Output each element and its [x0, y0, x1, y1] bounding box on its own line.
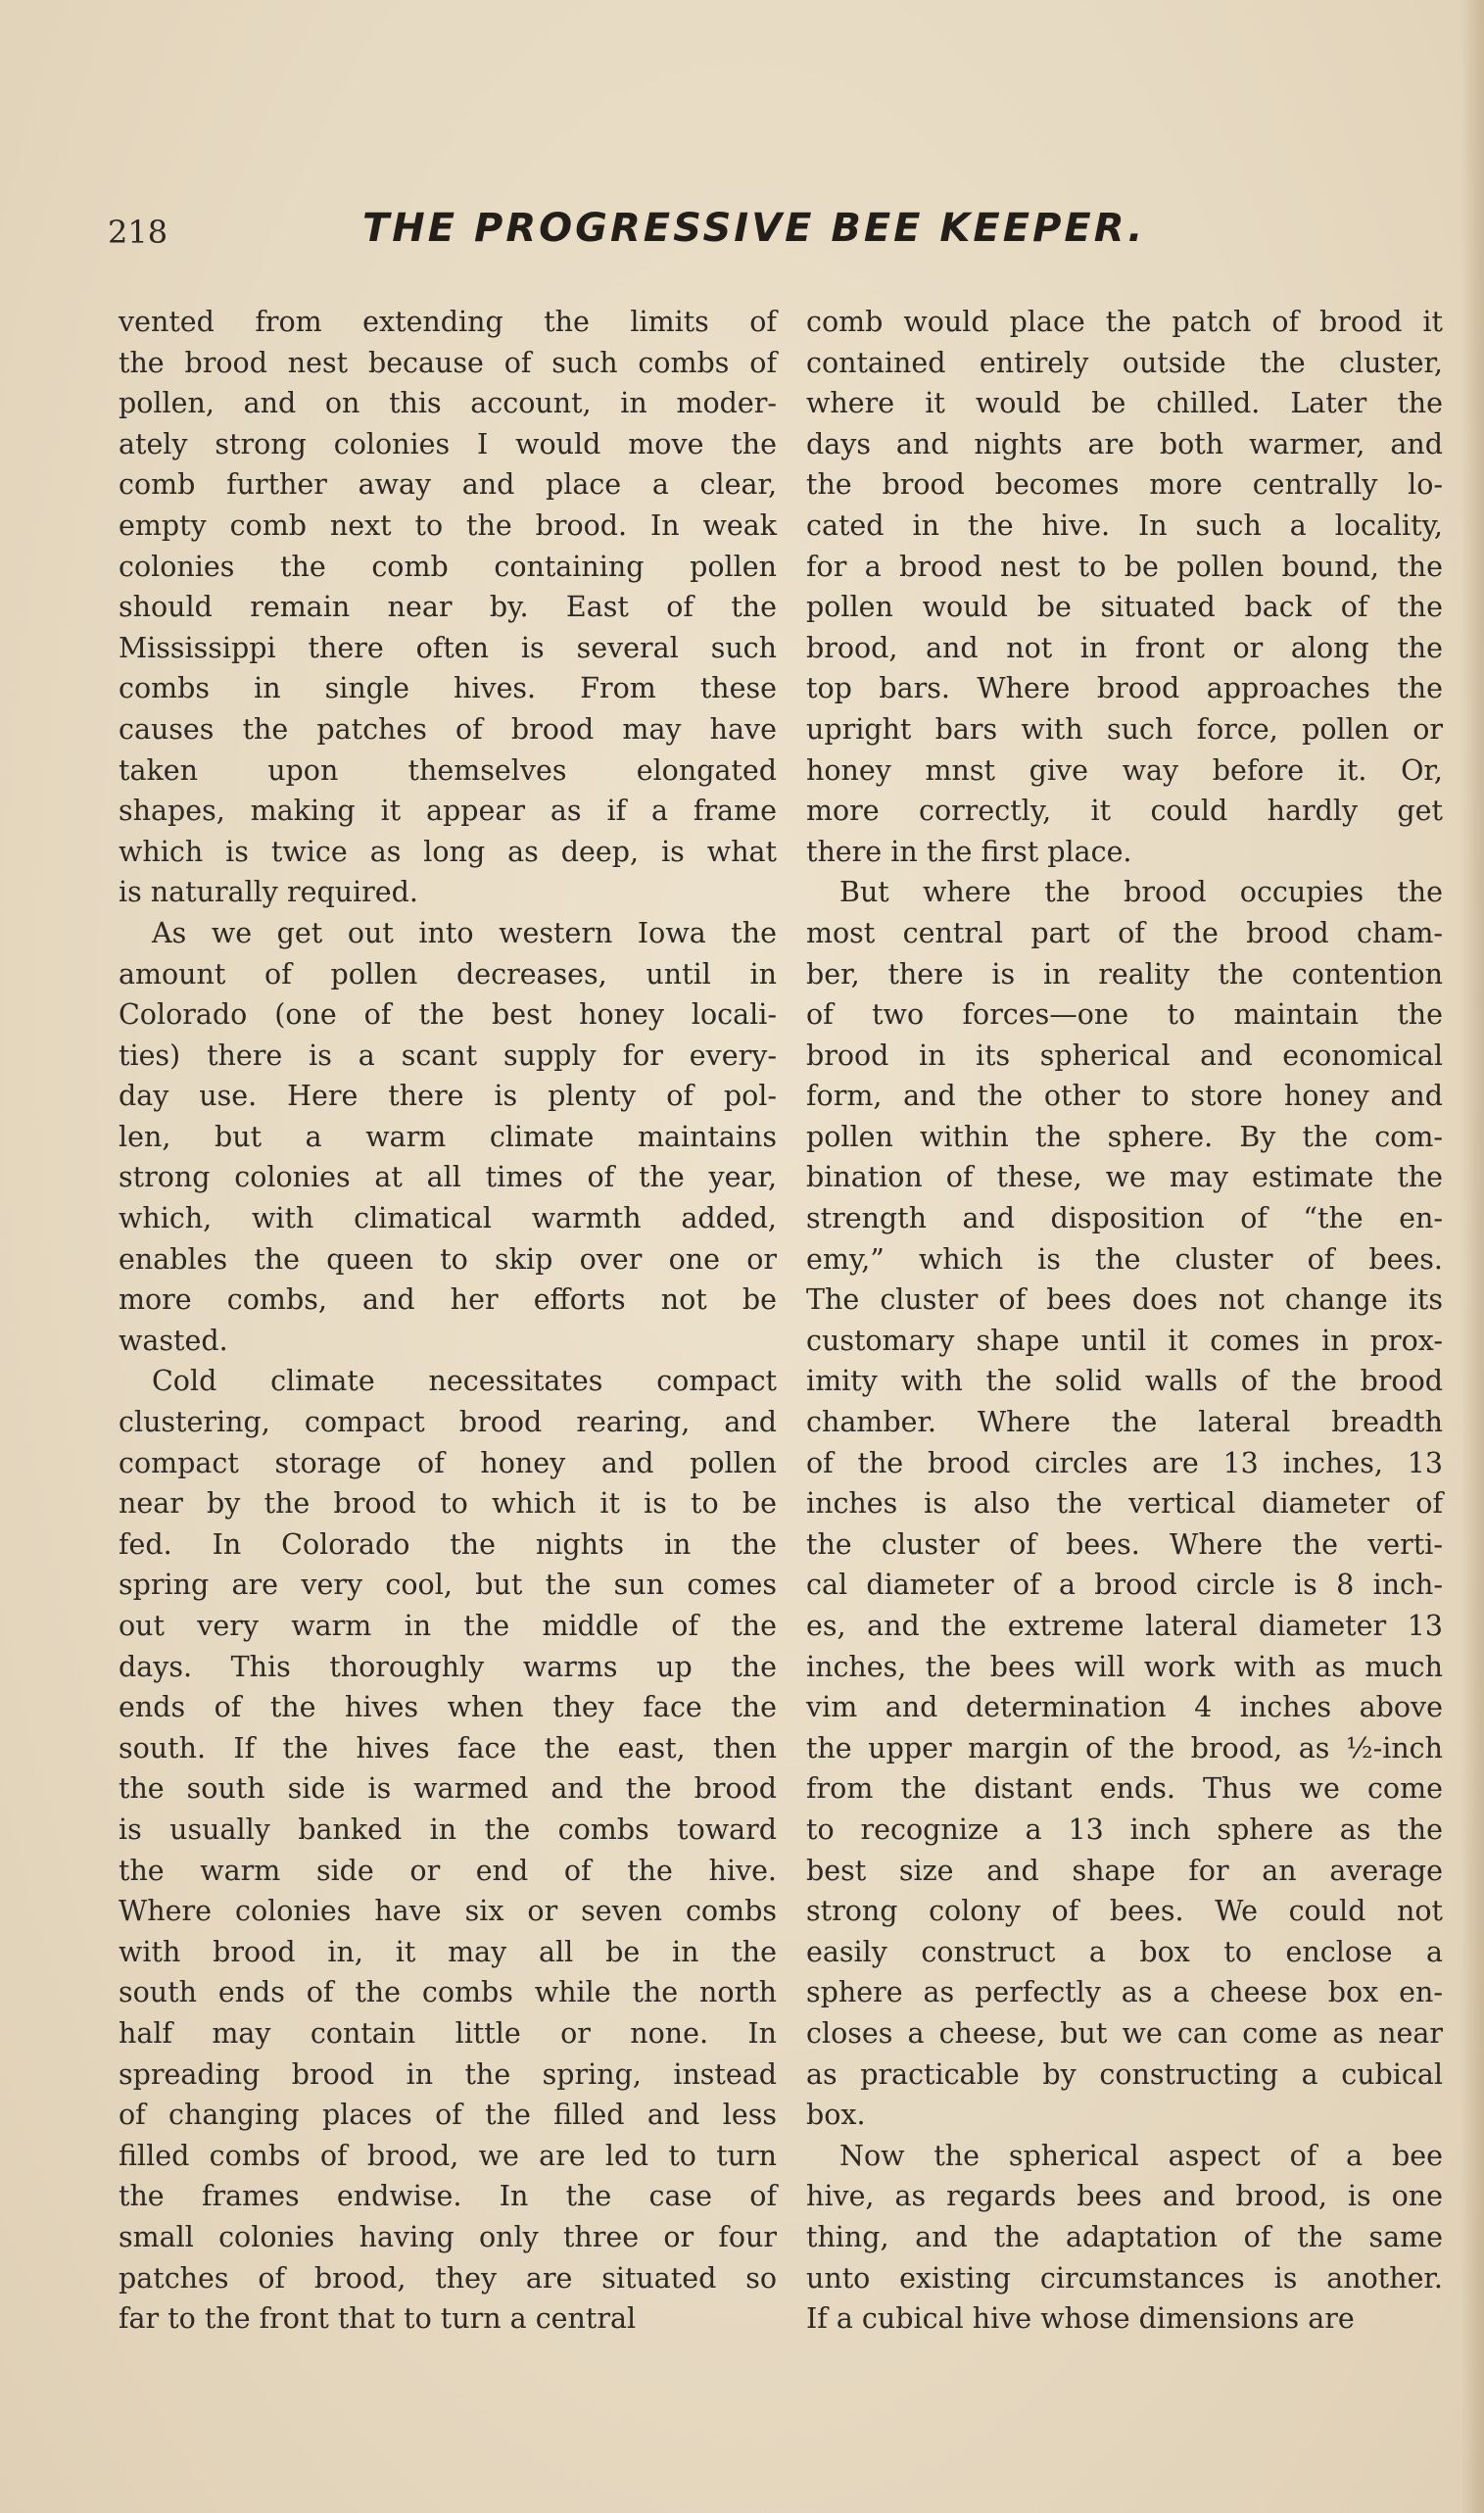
text-line: upright bars with such force, pollen or [806, 712, 1443, 746]
text-line: unto existing circumstances is another. [806, 2261, 1443, 2295]
text-line: form, and the other to store honey and [806, 1080, 1443, 1113]
text-line: thing, and the adaptation of the same [806, 2220, 1443, 2253]
text-line: closes a cheese, but we can come as near [806, 2016, 1443, 2050]
text-line: the cluster of bees. Where the verti- [806, 1527, 1443, 1561]
text-line: colonies the comb containing pollen [119, 550, 777, 583]
text-line: the brood becomes more centrally lo- [806, 468, 1443, 502]
text-line: ber, there is in reality the contention [806, 957, 1443, 991]
text-line: south ends of the combs while the north [119, 1976, 777, 2009]
text-line: causes the patches of brood may have [119, 712, 777, 746]
text-line: strong colonies at all times of the year, [119, 1161, 777, 1194]
text-line: wasted. [119, 1324, 228, 1357]
text-line: The cluster of bees does not change its [806, 1283, 1443, 1317]
text-line: there in the first place. [806, 835, 1132, 868]
paragraph [119, 302, 777, 913]
text-line: inches is also the vertical diameter of [806, 1487, 1443, 1521]
text-line: spring are very cool, but the sun comes [119, 1569, 777, 1602]
text-line: contained entirely outside the cluster, [806, 346, 1443, 379]
text-line: enables the queen to skip over one or [119, 1242, 777, 1276]
text-line: days and nights are both warmer, and [806, 427, 1443, 460]
text-line: the brood nest because of such combs of [119, 346, 777, 379]
text-line: sphere as perfectly as a cheese box en- [806, 1976, 1443, 2009]
text-line: empty comb next to the brood. In weak [119, 508, 777, 542]
text-line: easily construct a box to enclose a [806, 1935, 1443, 1968]
text-line: half may contain little or none. In [119, 2016, 777, 2050]
text-line: pollen, and on this account, in moder- [119, 387, 777, 420]
text-line: where it would be chilled. Later the [806, 387, 1443, 420]
paragraph [119, 1361, 777, 2339]
text-line: should remain near by. East of the [119, 591, 777, 624]
text-line: len, but a warm climate maintains [119, 1120, 777, 1153]
text-line: Mississippi there often is several such [119, 631, 777, 664]
text-line: customary shape until it comes in prox- [806, 1324, 1443, 1357]
text-line: small colonies having only three or four [119, 2220, 777, 2253]
text-line: vim and determination 4 inches above [806, 1691, 1443, 1724]
text-line: Colorado (one of the best honey locali- [119, 998, 777, 1032]
text-line: honey mnst give way before it. Or, [806, 753, 1443, 787]
text-line: day use. Here there is plenty of pol- [119, 1080, 777, 1113]
text-line: as practicable by constructing a cubical [806, 2057, 1443, 2091]
text-line: far to the front that to turn a central [119, 2302, 637, 2336]
text-line: comb would place the patch of brood it [806, 306, 1443, 338]
paragraph [806, 302, 1443, 872]
text-line: cated in the hive. In such a locality, [806, 508, 1443, 542]
text-line: pollen within the sphere. By the com- [806, 1120, 1443, 1153]
text-line: out very warm in the middle of the [119, 1610, 777, 1642]
text-line: taken upon themselves elongated [119, 753, 777, 787]
text-line: spreading brood in the spring, instead [119, 2057, 777, 2091]
left-column [119, 302, 777, 2340]
text-line: emy,” which is the cluster of bees. [806, 1242, 1443, 1276]
text-line: But where the brood occupies the [839, 876, 1443, 909]
text-line: comb further away and place a clear, [119, 468, 777, 502]
text-line: of changing places of the filled and less [119, 2099, 777, 2132]
text-line: top bars. Where brood approaches the [806, 672, 1443, 705]
text-line: imity with the solid walls of the brood [806, 1365, 1443, 1398]
text-line: amount of pollen decreases, until in [119, 957, 777, 991]
text-line: es, and the extreme lateral diameter 13 [806, 1610, 1443, 1642]
paragraph [806, 2136, 1443, 2340]
text-line: more combs, and her efforts not be [119, 1283, 777, 1317]
text-line: strong colony of bees. We could not [806, 1895, 1443, 1928]
text-line: the frames endwise. In the case of [119, 2180, 777, 2213]
text-line: most central part of the brood cham- [806, 916, 1443, 949]
text-line: days. This thoroughly warms up the [119, 1650, 777, 1683]
text-line: bination of these, we may estimate the [806, 1161, 1443, 1194]
text-line: pollen would be situated back of the [806, 591, 1443, 624]
text-line: compact storage of honey and pollen [119, 1446, 777, 1479]
text-line: for a brood nest to be pollen bound, the [806, 550, 1443, 583]
text-line: If a cubical hive whose dimensions are [806, 2302, 1355, 2336]
text-line: more correctly, it could hardly get [806, 795, 1443, 828]
paragraph [119, 913, 777, 1362]
text-line: of the brood circles are 13 inches, 13 [806, 1446, 1443, 1479]
text-line: which, with climatical warmth added, [119, 1202, 777, 1235]
text-line: fed. In Colorado the nights in the [119, 1527, 777, 1561]
text-line: brood in its spherical and economical [806, 1039, 1443, 1072]
text-line: inches, the bees will work with as much [806, 1650, 1443, 1683]
paragraph [806, 872, 1443, 2135]
text-line: which is twice as long as deep, is what [119, 835, 777, 868]
text-line: south. If the hives face the east, then [119, 1731, 777, 1764]
text-line: vented from extending the limits of [119, 306, 777, 338]
text-line: from the distant ends. Thus we come [806, 1772, 1443, 1806]
right-column [806, 302, 1443, 2340]
text-line: shapes, making it appear as if a frame [119, 795, 777, 828]
text-line: ately strong colonies I would move the [119, 427, 777, 460]
text-line: best size and shape for an average [806, 1854, 1443, 1887]
text-line: Cold climate necessitates compact [152, 1365, 777, 1398]
text-line: near by the brood to which it is to be [119, 1487, 777, 1521]
text-line: is naturally required. [119, 876, 418, 909]
text-line: patches of brood, they are situated so [119, 2261, 777, 2295]
text-line: of two forces—one to maintain the [806, 998, 1443, 1032]
text-line: chamber. Where the lateral breadth [806, 1406, 1443, 1439]
text-line: strength and disposition of “the en- [806, 1202, 1443, 1235]
text-line: brood, and not in front or along the [806, 631, 1443, 664]
text-line: the south side is warmed and the brood [119, 1772, 777, 1806]
page-number: 218 [108, 214, 168, 251]
page-header [108, 206, 1215, 265]
text-line: ties) there is a scant supply for every- [119, 1039, 777, 1072]
running-title: THE PROGRESSIVE BEE KEEPER. [362, 206, 1146, 251]
text-line: cal diameter of a brood circle is 8 inch- [806, 1569, 1443, 1602]
text-line: the warm side or end of the hive. [119, 1854, 777, 1887]
text-line: ends of the hives when they face the [119, 1691, 777, 1724]
text-line: filled combs of brood, we are led to turn [119, 2139, 777, 2172]
text-line: clustering, compact brood rearing, and [119, 1406, 777, 1439]
text-line: with brood in, it may all be in the [119, 1935, 777, 1968]
text-line: to recognize a 13 inch sphere as the [806, 1812, 1443, 1846]
text-line: is usually banked in the combs toward [119, 1812, 777, 1846]
text-line: hive, as regards bees and brood, is one [806, 2180, 1443, 2213]
text-line: Where colonies have six or seven combs [119, 1895, 777, 1928]
text-line: As we get out into western Iowa the [152, 916, 777, 949]
text-line: the upper margin of the brood, as ½-inch [806, 1731, 1443, 1764]
text-line: Now the spherical aspect of a bee [839, 2139, 1443, 2172]
text-line: box. [806, 2099, 866, 2132]
text-line: combs in single hives. From these [119, 672, 777, 705]
page-edge-shadow [1460, 0, 1484, 2513]
